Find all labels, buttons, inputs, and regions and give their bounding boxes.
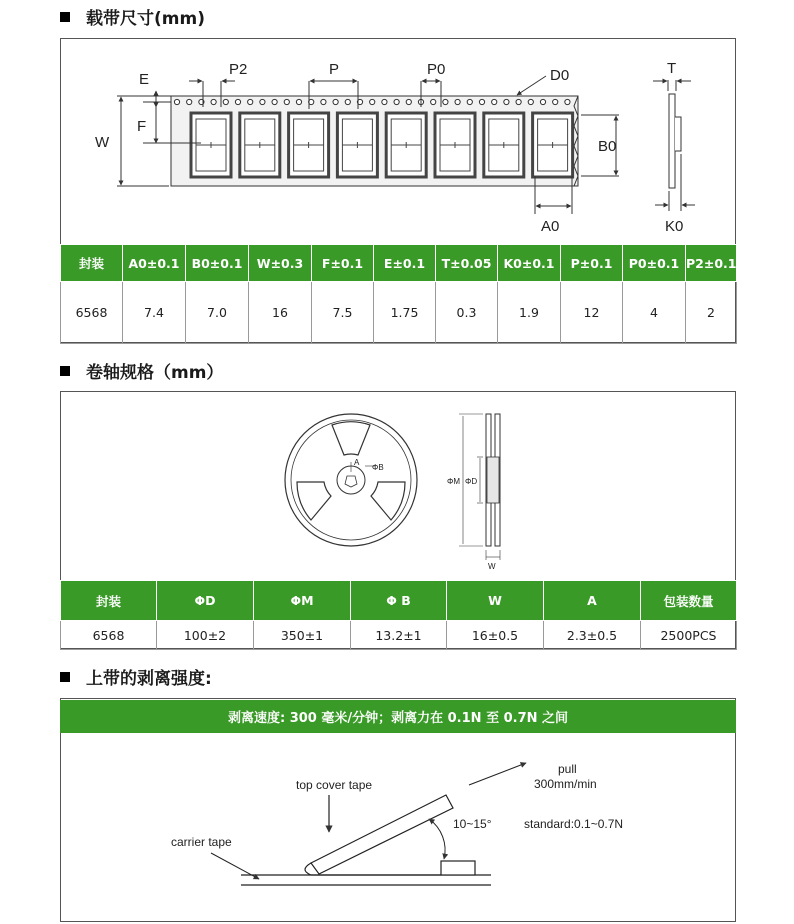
sprocket-hole (467, 99, 472, 104)
peel-diagram (61, 733, 735, 921)
sprocket-hole (504, 99, 509, 104)
sprocket-hole (516, 99, 521, 104)
tape-pocket (484, 113, 524, 177)
reel-header-cell: W (447, 581, 544, 621)
tape-cell: 1.75 (374, 282, 436, 344)
peel-label-top-tape: top cover tape (296, 778, 373, 792)
table-row (61, 282, 737, 344)
tape-header-cell: P2±0.1 (686, 245, 737, 282)
sprocket-hole (528, 99, 533, 104)
tape-header-cell: W±0.3 (249, 245, 312, 282)
reel-label-b: ΦB (372, 463, 384, 472)
sprocket-hole (382, 99, 387, 104)
sprocket-hole (284, 99, 289, 104)
reel-label-d: ΦD (465, 477, 478, 486)
tape-header-cell: T±0.05 (436, 245, 498, 282)
sprocket-hole (553, 99, 558, 104)
sprocket-hole (431, 99, 436, 104)
tape-cell: 7.5 (312, 282, 374, 344)
reel-header-cell: A (544, 581, 641, 621)
tape-header-cell: K0±0.1 (498, 245, 561, 282)
tape-panel (60, 38, 736, 343)
tape-pocket (191, 113, 231, 177)
sprocket-hole (260, 99, 265, 104)
sprocket-hole (187, 99, 192, 104)
peel-title-text: 上带的剥离强度: (86, 669, 212, 689)
reel-section-title (60, 358, 223, 383)
bullet-square-icon (60, 672, 70, 682)
tape-header-row (61, 245, 737, 282)
peel-label-angle: 10~15° (453, 817, 492, 831)
tape-pocket (533, 113, 573, 177)
sprocket-hole (565, 99, 570, 104)
tape-cell: 2 (686, 282, 737, 344)
sprocket-hole (321, 99, 326, 104)
tape-cell: 0.3 (436, 282, 498, 344)
label-t: T (667, 60, 677, 77)
label-d0: D0 (550, 67, 570, 84)
bullet-square-icon (60, 366, 70, 376)
tape-pocket (240, 113, 280, 177)
sprocket-hole (296, 99, 301, 104)
label-f: F (137, 118, 147, 135)
reel-cell: 6568 (61, 621, 157, 650)
reel-spec-table (60, 580, 737, 650)
tape-pocket (337, 113, 377, 177)
reel-label-w: W (488, 562, 496, 571)
label-k0: K0 (665, 218, 684, 235)
tape-header-cell: P±0.1 (561, 245, 623, 282)
tape-section-title (60, 4, 205, 29)
sprocket-hole (211, 99, 216, 104)
sprocket-hole (345, 99, 350, 104)
sprocket-hole (455, 99, 460, 104)
peel-section-title (60, 664, 212, 689)
reel-label-m: ΦM (447, 477, 461, 486)
reel-header-cell: 包装数量 (641, 581, 737, 621)
sprocket-hole (248, 99, 253, 104)
reel-cell: 350±1 (254, 621, 351, 650)
tape-header-cell: 封装 (61, 245, 123, 282)
tape-header-cell: B0±0.1 (186, 245, 249, 282)
bullet-square-icon (60, 12, 70, 22)
peel-label-standard: standard:0.1~0.7N (524, 817, 624, 831)
tape-diagram (61, 39, 735, 244)
sprocket-hole (540, 99, 545, 104)
tape-cell: 16 (249, 282, 312, 344)
sprocket-hole (370, 99, 375, 104)
sprocket-hole (394, 99, 399, 104)
reel-panel (60, 391, 736, 649)
sprocket-hole (235, 99, 240, 104)
reel-cell: 2.3±0.5 (544, 621, 641, 650)
tape-title-text: 载带尺寸(mm) (86, 9, 205, 29)
tape-header-cell: E±0.1 (374, 245, 436, 282)
reel-cell: 13.2±1 (351, 621, 447, 650)
peel-label-carrier: carrier tape (171, 835, 232, 849)
label-e: E (139, 71, 150, 88)
reel-cell: 100±2 (157, 621, 254, 650)
sprocket-hole (333, 99, 338, 104)
tape-cell: 7.4 (123, 282, 186, 344)
sprocket-hole (492, 99, 497, 104)
tape-pocket (435, 113, 475, 177)
reel-header-row (61, 581, 737, 621)
tape-header-cell: A0±0.1 (123, 245, 186, 282)
label-a0: A0 (541, 218, 560, 235)
tape-cell: 4 (623, 282, 686, 344)
peel-label-speed: 300mm/min (534, 777, 597, 791)
label-w: W (95, 134, 110, 151)
sprocket-hole (223, 99, 228, 104)
reel-label-a: A (354, 458, 360, 467)
label-p2: P2 (229, 61, 248, 78)
reel-header-cell: 封装 (61, 581, 157, 621)
peel-banner (60, 700, 736, 733)
reel-title-text: 卷轴规格（mm） (86, 363, 224, 383)
reel-header-cell: Φ B (351, 581, 447, 621)
peel-banner-text: 剥离速度: 300 毫米/分钟；剥离力在 0.1N 至 0.7N 之间 (227, 711, 569, 726)
tape-cell: 6568 (61, 282, 123, 344)
tape-spec-table (60, 244, 737, 344)
tape-cell: 7.0 (186, 282, 249, 344)
tape-pocket (289, 113, 329, 177)
peel-label-pull: pull (558, 762, 577, 776)
reel-header-cell: ΦM (254, 581, 351, 621)
tape-header-cell: F±0.1 (312, 245, 374, 282)
table-row (61, 621, 737, 650)
sprocket-hole (443, 99, 448, 104)
label-b0: B0 (598, 138, 617, 155)
sprocket-hole (272, 99, 277, 104)
label-p: P (329, 61, 340, 78)
sprocket-hole (406, 99, 411, 104)
tape-cell: 12 (561, 282, 623, 344)
reel-cell: 16±0.5 (447, 621, 544, 650)
sprocket-hole (174, 99, 179, 104)
tape-pocket (386, 113, 426, 177)
reel-header-cell: ΦD (157, 581, 254, 621)
tape-header-cell: P0±0.1 (623, 245, 686, 282)
label-p0: P0 (427, 61, 446, 78)
reel-diagram (61, 392, 735, 580)
tape-cell: 1.9 (498, 282, 561, 344)
sprocket-hole (479, 99, 484, 104)
reel-cell: 2500PCS (641, 621, 737, 650)
